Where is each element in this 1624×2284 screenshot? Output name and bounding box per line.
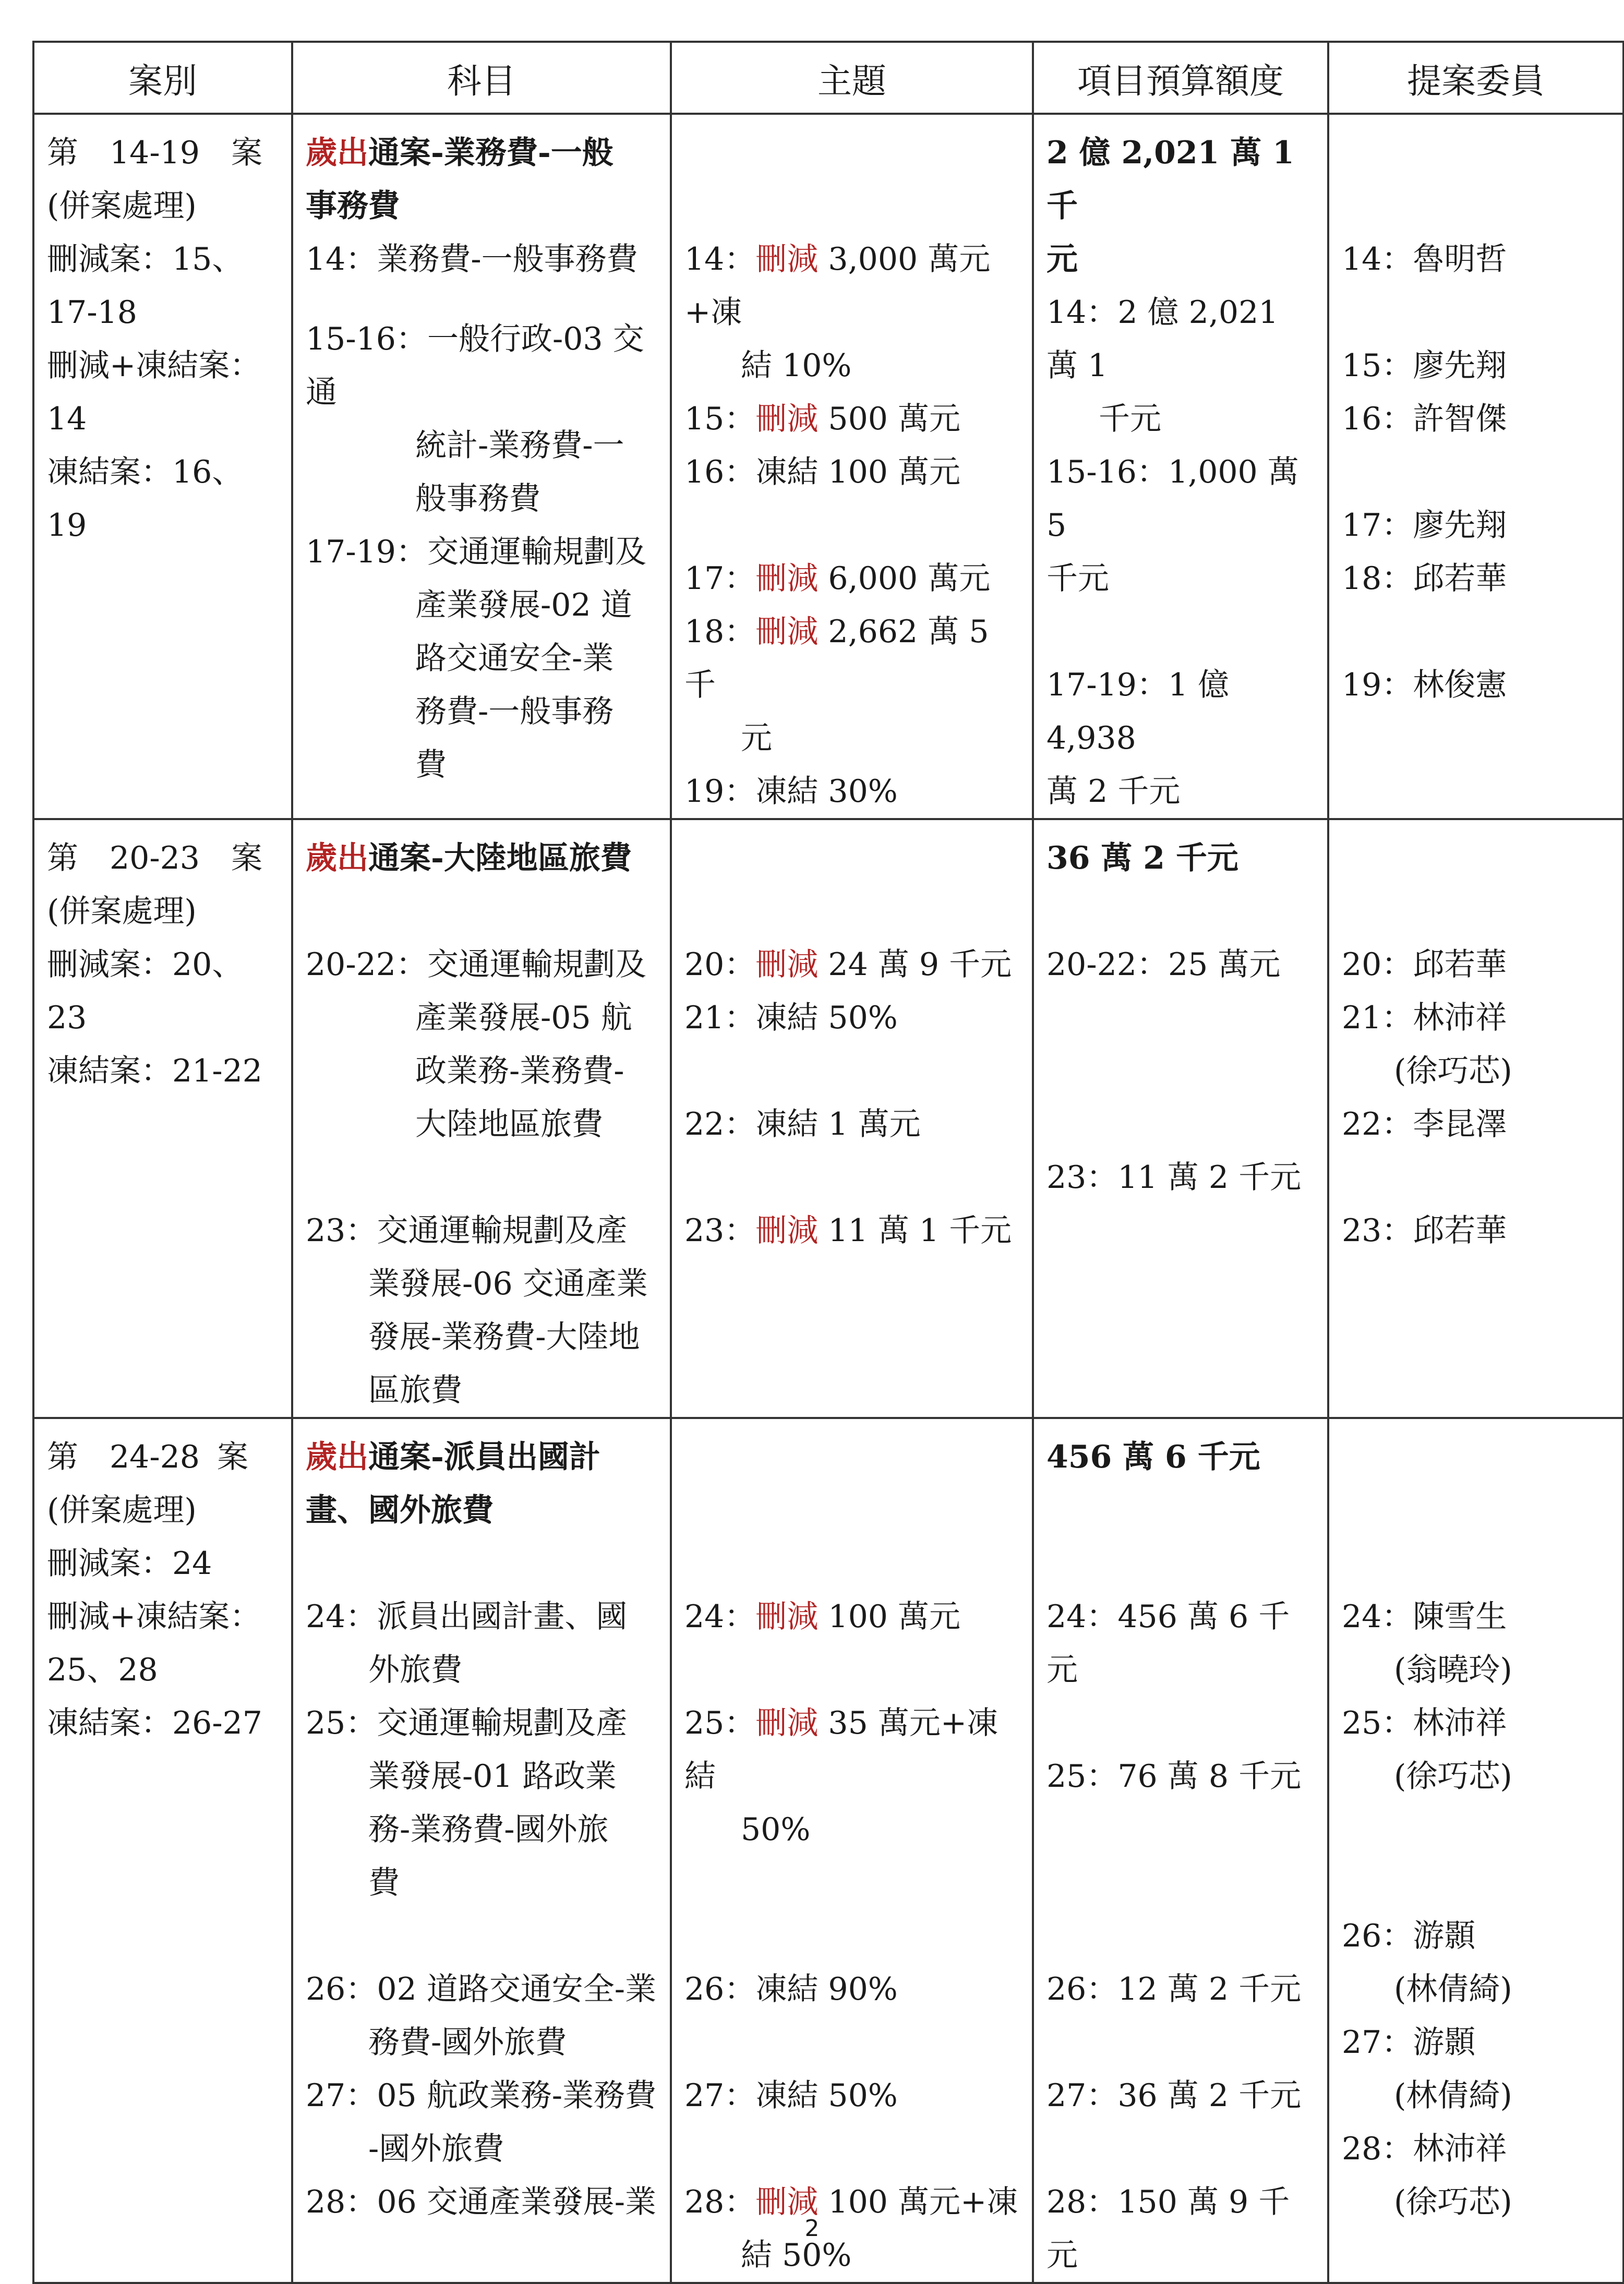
subject-title-cont: 事務費	[306, 188, 400, 224]
subject-item-cont: 統計-業務費-一	[415, 427, 624, 464]
subject-item-cont: 費	[415, 747, 447, 783]
subject-item: 23：交通運輸規劃及產	[306, 1212, 628, 1249]
budget-item: 23：11 萬 2 千元	[1046, 1159, 1302, 1196]
proposer-item: 17：廖先翔	[1342, 507, 1507, 544]
proposer-item: 16：許智傑	[1342, 401, 1507, 437]
case-cell	[33, 1418, 292, 2283]
subject-item-cont: 區旅費	[368, 1372, 462, 1409]
topic-item-cont: 50%	[741, 1811, 811, 1848]
subject-item: 25：交通運輸規劃及產	[306, 1705, 628, 1741]
subject-item: 15-16：一般行政-03 交通	[306, 321, 644, 411]
proposer-item: 28：林沛祥	[1342, 2131, 1507, 2167]
subject-item-cont: 般事務費	[415, 480, 540, 517]
table-row	[33, 1418, 1623, 2283]
case-type-line: 凍結案：21-22	[47, 1053, 262, 1089]
topic-item: 17：刪減 6,000 萬元	[684, 560, 991, 597]
case-number: 第 24-28 案	[47, 1439, 249, 1475]
header-row	[33, 42, 1623, 114]
proposer-item: 25：林沛祥	[1342, 1705, 1507, 1741]
topic-item: 16：凍結 100 萬元	[684, 454, 961, 490]
expenditure-label: 歲出	[306, 135, 368, 171]
case-merge-note: (併案處理)	[47, 188, 197, 224]
subject-item: 27：05 航政業務-業務費	[306, 2077, 657, 2114]
proposer-item-cosigner: (翁曉玲)	[1394, 1652, 1512, 1688]
header-subject: 科目	[292, 42, 671, 114]
topic-item-cont: 結 50%	[741, 2237, 852, 2274]
case-type-line: 25、28	[47, 1652, 158, 1688]
proposer-item: 19：林俊憲	[1342, 667, 1507, 703]
budget-item: 17-19：1 億 4,938	[1046, 667, 1230, 756]
budget-item: 27：36 萬 2 千元	[1046, 2077, 1302, 2114]
budget-item: 26：12 萬 2 千元	[1046, 1971, 1302, 2007]
case-type-line: 刪減+凍結案：	[47, 1598, 261, 1635]
topic-item: 23：刪減 11 萬 1 千元	[684, 1212, 1012, 1249]
case-type-line: 14	[47, 401, 87, 437]
expenditure-label: 歲出	[306, 840, 368, 876]
proposer-item: 22：李昆澤	[1342, 1106, 1507, 1143]
topic-item: 22：凍結 1 萬元	[684, 1106, 921, 1143]
topic-item: 28：刪減 100 萬元+凍	[684, 2184, 1018, 2220]
subject-title: 歲出通案-派員出國計	[306, 1439, 600, 1475]
subject-item: 26：02 道路交通安全-業	[306, 1971, 657, 2007]
subject-item: 28：06 交通產業發展-業	[306, 2184, 657, 2220]
case-type-line: 刪減案：20、23	[47, 946, 244, 1036]
topic-cell	[671, 114, 1033, 819]
proposer-cell	[1328, 1418, 1623, 2283]
budget-item: 20-22：25 萬元	[1046, 946, 1281, 983]
case-cell	[33, 819, 292, 1418]
topic-item: 25：刪減 35 萬元+凍結	[684, 1705, 999, 1795]
proposer-item: 27：游顥	[1342, 2024, 1476, 2061]
subject-title-cont: 畫、國外旅費	[306, 1492, 494, 1529]
topic-item: 20：刪減 24 萬 9 千元	[684, 946, 1012, 983]
budget-item: 25：76 萬 8 千元	[1046, 1758, 1302, 1795]
case-type-line: 17-18	[47, 294, 137, 331]
budget-item-cont: 萬 2 千元	[1046, 773, 1181, 810]
proposer-item-cosigner: (徐巧芯)	[1394, 1053, 1512, 1089]
topic-item: 18：刪減 2,662 萬 5 千	[684, 614, 989, 703]
budget-table	[32, 41, 1624, 2284]
budget-cell	[1033, 819, 1328, 1418]
budget-item-cont: 千元	[1046, 560, 1109, 597]
case-type-line: 刪減案：24	[47, 1545, 212, 1582]
subject-item-cont: 務-業務費-國外旅	[368, 1811, 609, 1848]
proposer-item-cosigner: (林倩綺)	[1394, 1971, 1512, 2007]
subject-cell	[292, 819, 671, 1418]
proposer-item: 21：林沛祥	[1342, 1000, 1507, 1036]
subject-item: 24：派員出國計畫、國	[306, 1598, 628, 1635]
subject-item-cont: 大陸地區旅費	[415, 1106, 603, 1143]
subject-cell	[292, 114, 671, 819]
proposer-item: 14：魯明哲	[1342, 241, 1507, 278]
topic-item: 14：刪減 3,000 萬元+凍	[684, 241, 991, 331]
subject-item-cont: 費	[368, 1865, 400, 1901]
subject-title: 歲出通案-大陸地區旅費	[306, 840, 632, 876]
topic-cell	[671, 819, 1033, 1418]
subject-item: 20-22：交通運輸規劃及	[306, 946, 646, 983]
case-type-line: 凍結案：26-27	[47, 1705, 262, 1741]
topic-item-cont: 結 10%	[741, 347, 852, 384]
budget-cell	[1033, 114, 1328, 819]
budget-total-cont: 元	[1046, 241, 1078, 278]
proposer-item: 18：邱若華	[1342, 560, 1507, 597]
proposer-item-cosigner: (林倩綺)	[1394, 2077, 1512, 2114]
budget-total: 456 萬 6 千元	[1046, 1439, 1260, 1475]
topic-item: 26：凍結 90%	[684, 1971, 898, 2007]
table-row	[33, 114, 1623, 819]
proposer-item-cosigner: (徐巧芯)	[1394, 1758, 1512, 1795]
header-budget: 項目預算額度	[1033, 42, 1328, 114]
budget-total: 36 萬 2 千元	[1046, 840, 1238, 876]
budget-item: 14：2 億 2,021 萬 1	[1046, 294, 1279, 384]
subject-item-cont: 政業務-業務費-	[415, 1053, 624, 1089]
table-row	[33, 819, 1623, 1418]
case-type-line: 凍結案：16、19	[47, 454, 244, 544]
header-case: 案別	[33, 42, 292, 114]
subject-item-cont: 發展-業務費-大陸地	[368, 1319, 640, 1355]
proposer-cell	[1328, 114, 1623, 819]
proposer-item-cosigner: (徐巧芯)	[1394, 2184, 1512, 2220]
subject-title: 歲出通案-業務費-一般	[306, 135, 613, 171]
budget-item-cont: 千元	[1099, 401, 1161, 437]
subject-item-cont: 務費-國外旅費	[368, 2024, 567, 2061]
subject-item-cont: 業發展-06 交通產業	[368, 1266, 648, 1302]
budget-item: 24：456 萬 6 千元	[1046, 1598, 1290, 1688]
case-merge-note: (併案處理)	[47, 893, 197, 930]
case-merge-note: (併案處理)	[47, 1492, 197, 1529]
budget-total: 2 億 2,021 萬 1 千	[1046, 135, 1294, 224]
subject-item-cont: 路交通安全-業	[415, 640, 614, 677]
proposer-item: 23：邱若華	[1342, 1212, 1507, 1249]
topic-item: 19：凍結 30%	[684, 773, 898, 810]
topic-item-cont: 元	[741, 720, 772, 756]
topic-item: 15：刪減 500 萬元	[684, 401, 961, 437]
proposer-item: 24：陳雪生	[1342, 1598, 1507, 1635]
subject-item-cont: 外旅費	[368, 1652, 462, 1688]
subject-item-cont: 業發展-01 路政業	[368, 1758, 617, 1795]
case-cell	[33, 114, 292, 819]
budget-item: 15-16：1,000 萬 5	[1046, 454, 1299, 544]
proposer-item: 15：廖先翔	[1342, 347, 1507, 384]
case-number: 第 20-23 案	[47, 840, 262, 876]
subject-item-cont: -國外旅費	[368, 2131, 504, 2167]
page-number: 2	[804, 2215, 820, 2242]
case-type-line: 刪減+凍結案：	[47, 347, 261, 384]
proposer-item: 26：游顥	[1342, 1918, 1476, 1954]
proposer-item: 20：邱若華	[1342, 946, 1507, 983]
budget-cell	[1033, 1418, 1328, 2283]
proposer-cell	[1328, 819, 1623, 1418]
header-proposer: 提案委員	[1328, 42, 1623, 114]
topic-item: 27：凍結 50%	[684, 2077, 898, 2114]
topic-item: 24：刪減 100 萬元	[684, 1598, 961, 1635]
case-type-line: 刪減案：15、	[47, 241, 244, 278]
budget-item: 28：150 萬 9 千元	[1046, 2184, 1290, 2274]
header-topic: 主題	[671, 42, 1033, 114]
subject-item-cont: 產業發展-02 道	[415, 587, 632, 623]
case-number: 第 14-19 案	[47, 135, 262, 171]
subject-item-cont: 務費-一般事務	[415, 693, 614, 730]
subject-cell	[292, 1418, 671, 2283]
topic-cell	[671, 1418, 1033, 2283]
subject-item: 17-19：交通運輸規劃及	[306, 534, 646, 570]
subject-item: 14：業務費-一般事務費	[306, 241, 638, 278]
topic-item: 21：凍結 50%	[684, 1000, 898, 1036]
subject-item-cont: 產業發展-05 航	[415, 1000, 632, 1036]
expenditure-label: 歲出	[306, 1439, 368, 1475]
